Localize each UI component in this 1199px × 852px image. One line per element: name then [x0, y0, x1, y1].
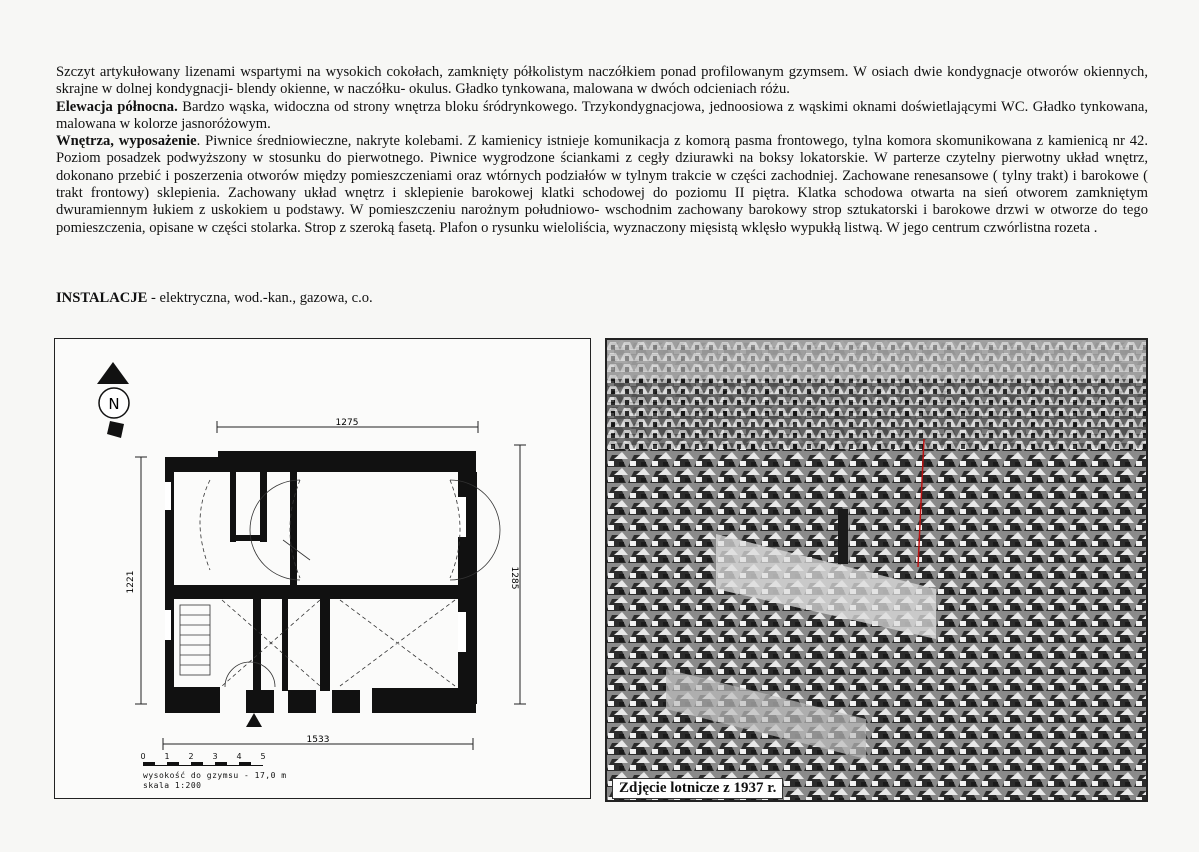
- plan-notes: [143, 771, 287, 791]
- dim-right: 1285: [509, 566, 519, 590]
- dim-bottom: 1533: [306, 735, 330, 745]
- dim-top: 1275: [335, 418, 359, 428]
- scale-mark: 2: [188, 752, 194, 761]
- scale-mark: 0: [140, 752, 146, 761]
- scale-mark: 5: [260, 752, 266, 761]
- installations-value: - elektryczna, wod.-kan., gazowa, c.o.: [147, 290, 373, 306]
- scale-bar: [143, 762, 263, 766]
- scale-mark: 1: [164, 752, 170, 761]
- floor-plan-drawing: [54, 338, 591, 799]
- paragraph-north-elevation: [56, 99, 1148, 134]
- heading-interiors: Wnętrza, wyposażenie: [56, 133, 197, 150]
- entrance-marker-icon: [246, 713, 262, 727]
- heading-north-elevation: Elewacja północna.: [56, 98, 178, 115]
- body-interiors: . Piwnice średniowieczne, nakryte kolebami. Z kamienicy istnieje komunikacja z komorą pasma frontowego, tylna komora skomunikowana z kamienicą nr 42. Poziom posadzek podwyższony w stosunku do pierwotnego. Piwnice wygrodzone ściankami z cegły dziurawki na boksy lokatorskie. W parterze czytelny pierwotny układ wnętrz, dokonano przebić i poszerzenia otworów między pomieszczeniami oraz wtórnych podziałów w tylnym trakcie w części zachodniej. Zachowane renesansowe ( tylny trakt) i barokowe ( trakt frontowy) sklepienia. Zachowany układ wnętrz i sklepienie barokowej klatki schodowej do poziomu II piętra. Klatka schodowa otwarta na sień otworem zamkniętym dwuramiennym łukiem z uskokiem u podstawy. W pomieszczeniu narożnym południowo- wschodnim zachowany barokowy strop sztukatorski i barokowe drzwi w otworze do tego pomieszczenia, opisane w części stolarka. Strop z szeroką fasetą. Plafon o rysunku wieloliścia, wyznaczony mięsistą wklęsło wypukłą listwą. W jego centrum czwórlistna rozeta .: [56, 133, 1148, 236]
- scale-mark: 4: [236, 752, 242, 761]
- photo-caption: Zdjęcie lotnicze z 1937 r.: [612, 778, 783, 799]
- aerial-photo-image: [606, 339, 1147, 801]
- dim-left: 1221: [126, 570, 136, 594]
- description-text: [56, 64, 1148, 237]
- scale-mark: 3: [212, 752, 218, 761]
- installations-line: [56, 290, 373, 307]
- plan-height-note: wysokość do gzymsu - 17,0 m: [143, 771, 287, 780]
- north-label: N: [108, 395, 120, 413]
- paragraph-interiors: [56, 133, 1148, 237]
- body-north-elevation: Bardzo wąska, widoczna od strony wnętrza bloku śródrynkowego. Trzykondygnacjowa, jednoosiowa z wąskimi oknami doświetlającymi WC. Gładko tynkowana, malowana w kolorze jasnoróżowym.: [56, 98, 1148, 132]
- aerial-photo: [605, 338, 1148, 802]
- plan-scale-note: skala 1:200: [143, 781, 202, 790]
- installations-label: INSTALACJE: [56, 290, 148, 306]
- paragraph-gable: Szczyt artykułowany lizenami wspartymi na wysokich cokołach, zamknięty półkolistym naczółkiem ponad profilowanym gzymsem. W osiach dwie kondygnacje otworów okiennych, skrajne w dolnej kondygnacji- blendy okienne, w naczółku- okulus. Gładko tynkowana, malowana w dwóch odcieniach różu.: [56, 64, 1148, 98]
